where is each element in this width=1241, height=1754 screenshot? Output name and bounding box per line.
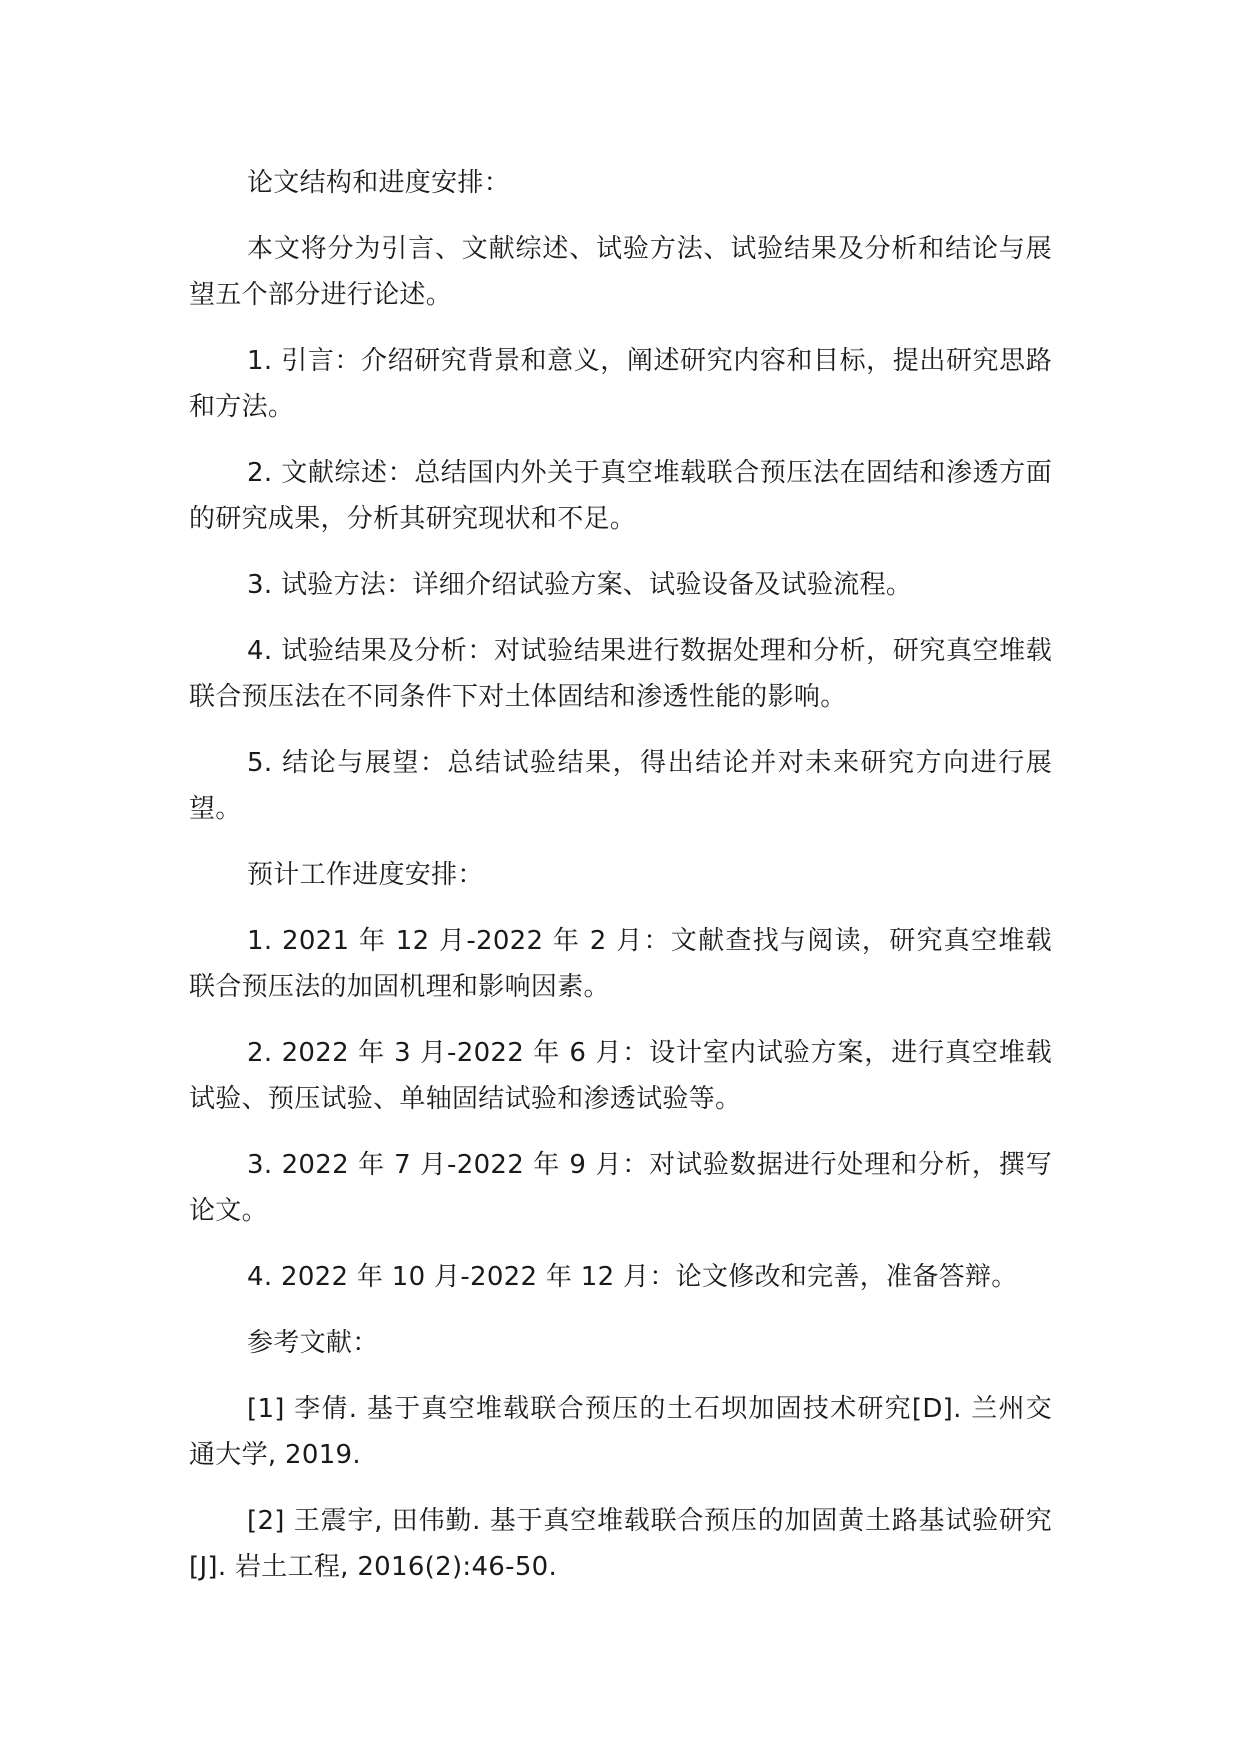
section-heading-schedule: 预计工作进度安排： (247, 860, 484, 890)
schedule-item-1: 1. 2021 年 12 月-2022 年 2 月：文献查找与阅读，研究真空堆载联合预压法的加固机理和影响因素。 (189, 926, 1052, 1002)
document-body (189, 160, 1052, 1610)
list-item-literature-review: 2. 文献综述：总结国内外关于真空堆载联合预压法在固结和渗透方面的研究成果，分析其研究现状和不足。 (189, 458, 1052, 534)
schedule-item-3: 3. 2022 年 7 月-2022 年 9 月：对试验数据进行处理和分析，撰写论文。 (189, 1150, 1052, 1226)
list-item-test-method: 3. 试验方法：详细介绍试验方案、试验设备及试验流程。 (247, 570, 913, 600)
section-heading-references: 参考文献： (247, 1328, 379, 1358)
reference-2: [2] 王震宇, 田伟勤. 基于真空堆载联合预压的加固黄土路基试验研究[J]. 岩土工程, 2016(2):46-50. (189, 1506, 1052, 1582)
schedule-item-4: 4. 2022 年 10 月-2022 年 12 月：论文修改和完善，准备答辩。 (247, 1262, 1018, 1292)
section-heading-structure: 论文结构和进度安排： (247, 168, 511, 198)
list-item-results-analysis: 4. 试验结果及分析：对试验结果进行数据处理和分析，研究真空堆载联合预压法在不同条件下对土体固结和渗透性能的影响。 (189, 636, 1052, 712)
schedule-item-2: 2. 2022 年 3 月-2022 年 6 月：设计室内试验方案，进行真空堆载试验、预压试验、单轴固结试验和渗透试验等。 (189, 1038, 1052, 1114)
paragraph-overview: 本文将分为引言、文献综述、试验方法、试验结果及分析和结论与展望五个部分进行论述。 (189, 234, 1052, 310)
list-item-conclusion: 5. 结论与展望：总结试验结果，得出结论并对未来研究方向进行展望。 (189, 748, 1052, 824)
reference-1: [1] 李倩. 基于真空堆载联合预压的土石坝加固技术研究[D]. 兰州交通大学, 2019. (189, 1394, 1052, 1470)
list-item-introduction: 1. 引言：介绍研究背景和意义，阐述研究内容和目标，提出研究思路和方法。 (189, 346, 1052, 422)
